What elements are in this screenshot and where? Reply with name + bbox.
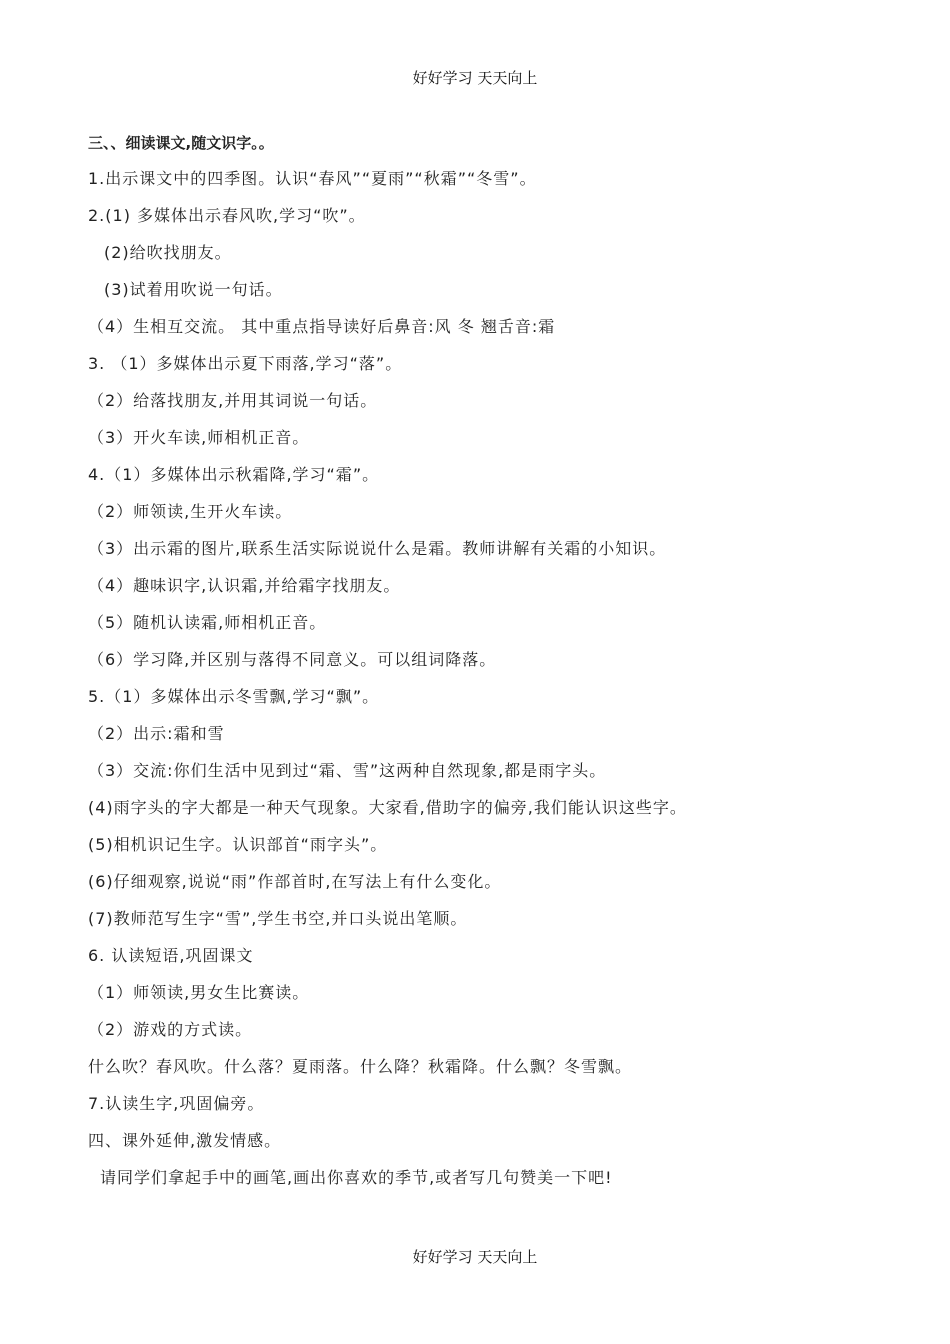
text-line: 5.（1）多媒体出示冬雪飘,学习“飘”。 [88, 687, 380, 706]
text-line: （2）游戏的方式读。 [88, 1020, 253, 1039]
text-line: (2)给吹找朋友。 [104, 243, 232, 262]
text-line: 1.出示课文中的四季图。认识“春风”“夏雨”“秋霜”“冬雪”。 [88, 169, 537, 188]
page-footer: 好好学习 天天向上 [412, 1248, 538, 1266]
text-line: （2）出示:霜和雪 [88, 724, 225, 743]
text-line: 6. 认读短语,巩固课文 [88, 946, 254, 965]
section-heading-3: 三、、细读课文,随文识字。。 [88, 134, 274, 152]
text-line: （3）开火车读,师相机正音。 [88, 428, 310, 447]
text-line: (6)仔细观察,说说“雨”作部首时,在写法上有什么变化。 [88, 872, 502, 891]
text-line: 7.认读生字,巩固偏旁。 [88, 1094, 265, 1113]
text-line: (4)雨字头的字大都是一种天气现象。大家看,借助字的偏旁,我们能认识这些字。 [88, 798, 687, 817]
text-line: （3）出示霜的图片,联系生活实际说说什么是霜。教师讲解有关霜的小知识。 [88, 539, 667, 558]
text-line: （5）随机认读霜,师相机正音。 [88, 613, 327, 632]
text-line: （3）交流:你们生活中见到过“霜、雪”这两种自然现象,都是雨字头。 [88, 761, 607, 780]
text-line: （4）生相互交流。 其中重点指导读好后鼻音:风 冬 翘舌音:霜 [88, 317, 556, 336]
document-body [88, 126, 888, 1196]
text-line: 3. （1）多媒体出示夏下雨落,学习“落”。 [88, 354, 403, 373]
text-line: （4）趣味识字,认识霜,并给霜字找朋友。 [88, 576, 401, 595]
text-line: （2）给落找朋友,并用其词说一句话。 [88, 391, 378, 410]
text-line: (3)试着用吹说一句话。 [104, 280, 283, 299]
text-line: 4.（1）多媒体出示秋霜降,学习“霜”。 [88, 465, 380, 484]
text-line: （6）学习降,并区别与落得不同意义。可以组词降落。 [88, 650, 497, 669]
text-line: 请同学们拿起手中的画笔,画出你喜欢的季节,或者写几句赞美一下吧! [100, 1168, 613, 1187]
section-heading-4: 四、课外延伸,激发情感。 [88, 1131, 282, 1150]
text-line: （1）师领读,男女生比赛读。 [88, 983, 310, 1002]
text-line: (5)相机识记生字。认识部首“雨字头”。 [88, 835, 388, 854]
text-line: 2.(1) 多媒体出示春风吹,学习“吹”。 [88, 206, 366, 225]
page-header: 好好学习 天天向上 [412, 69, 538, 87]
text-line: （2）师领读,生开火车读。 [88, 502, 293, 521]
text-line: (7)教师范写生字“雪”,学生书空,并口头说出笔顺。 [88, 909, 468, 928]
text-line: 什么吹？春风吹。什么落？夏雨落。什么降？秋霜降。什么飘？冬雪飘。 [88, 1057, 633, 1076]
